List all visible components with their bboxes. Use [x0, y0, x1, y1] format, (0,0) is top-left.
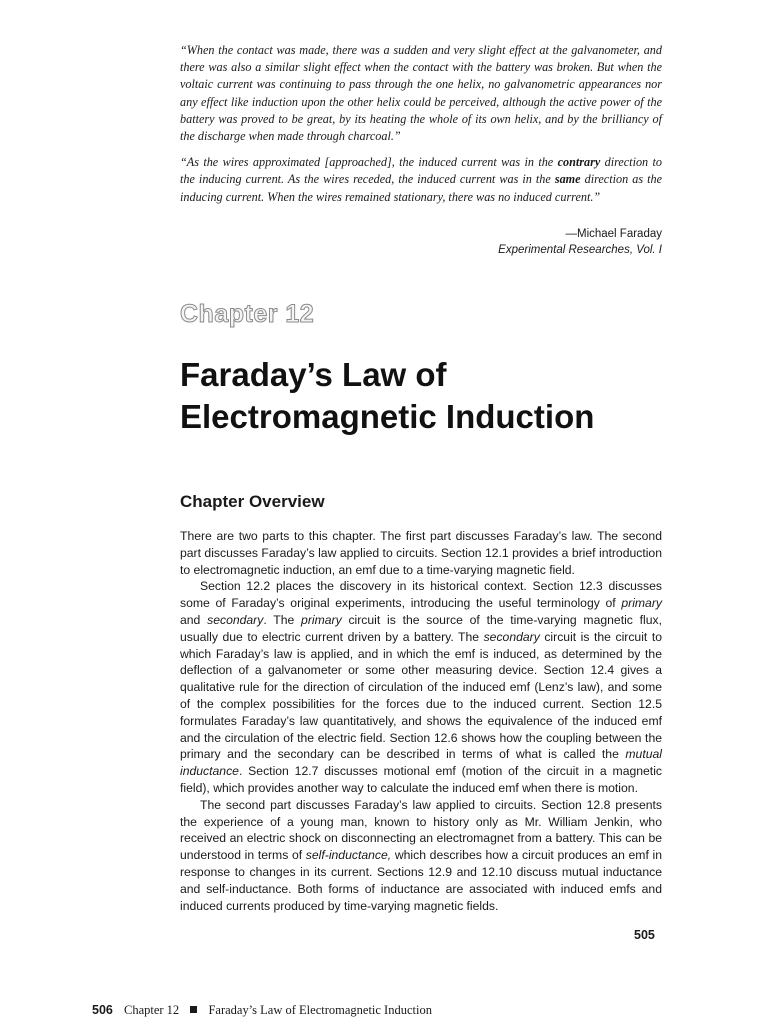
epigraph-quote-2: “As the wires approximated [approached], the induced current was in the contrary direction to the inducing current. As the wires receded, the induced current was in the same direction as the inducing current. When the wires remained stationary, there was no induced current.”	[180, 155, 662, 204]
epigraph-source: Experimental Researches, Vol. I	[498, 244, 662, 256]
chapter-title-line-2: Electromagnetic Induction	[180, 398, 595, 435]
chapter-label: Chapter 12	[180, 300, 315, 328]
emphasis-same: same	[554, 172, 581, 187]
overview-heading: Chapter Overview	[180, 492, 325, 511]
chapter-title	[180, 354, 700, 438]
footer-page-number: 506	[92, 1003, 113, 1017]
footer-title: Faraday’s Law of Electromagnetic Induction	[208, 1003, 432, 1017]
page-number: 505	[634, 928, 655, 942]
chapter-title-line-1: Faraday’s Law of	[180, 356, 447, 393]
epigraph	[180, 42, 662, 215]
overview-paragraph-3: The second part discusses Faraday’s law applied to circuits. Section 12.8 presents the experience of a young man, known to history only as Mr. William Jenkin, who received an electric shock on disconnecting an electromagnet from a battery. This can be understood in terms of self-inductance, which describes how a circuit produces an emf in response to changes in its current. Sections 12.9 and 12.10 discuss mutual inductance and self-inductance. Both forms of inductance are associated with induced emfs and induced currents produced by time-varying magnetic fields.	[180, 797, 662, 913]
epigraph-attribution	[498, 226, 662, 258]
overview-body	[180, 528, 662, 914]
running-footer	[92, 1003, 432, 1018]
overview-paragraph-2: Section 12.2 places the discovery in its historical context. Section 12.3 discusses some of Faraday’s original experiments, introducing the useful terminology of primary and secondary. The primary circuit is the source of the time-varying magnetic flux, usually due to electric current driven by a battery. The secondary circuit is the circuit to which Faraday’s law is applied, and in which the emf is induced, as determined by the deflection of a galvanometer or some other measuring device. Section 12.4 gives a qualitative rule for the direction of circulation of the induced emf (Lenz’s law), and some of the complex possibilities for the forces due to the induced current. Section 12.5 formulates Faraday’s law quantitatively, and shows the equivalence of the induced emf and the circulation of the electric field. Section 12.6 shows how the coupling between the primary and the secondary can be described in terms of what is called the mutual inductance. Section 12.7 discusses motional emf (motion of the circuit in a magnetic field), which provides another way to calculate the induced emf when there is motion.	[180, 579, 662, 795]
epigraph-author: —Michael Faraday	[565, 228, 662, 240]
overview-paragraph-1: There are two parts to this chapter. The first part discusses Faraday’s law. The second part discusses Faraday’s law applied to circuits. Section 12.1 provides a brief introduction to electromagnetic induction, an emf due to a time-varying magnetic field.	[180, 529, 662, 577]
square-bullet-icon	[190, 1006, 197, 1013]
footer-chapter: Chapter 12	[123, 1003, 180, 1017]
epigraph-quote-1: “When the contact was made, there was a sudden and very slight effect at the galvanometer, and there was also a similar slight effect when the contact with the battery was broken. But when the voltaic current was continuing to pass through the one helix, no galvanometric appearances nor any effect like induction upon the other helix could be perceived, although the active power of the battery was proved to be great, by its heating the whole of its own helix, and by the brilliancy of the discharge when made through charcoal.”	[180, 43, 662, 144]
emphasis-contrary: contrary	[557, 155, 601, 170]
